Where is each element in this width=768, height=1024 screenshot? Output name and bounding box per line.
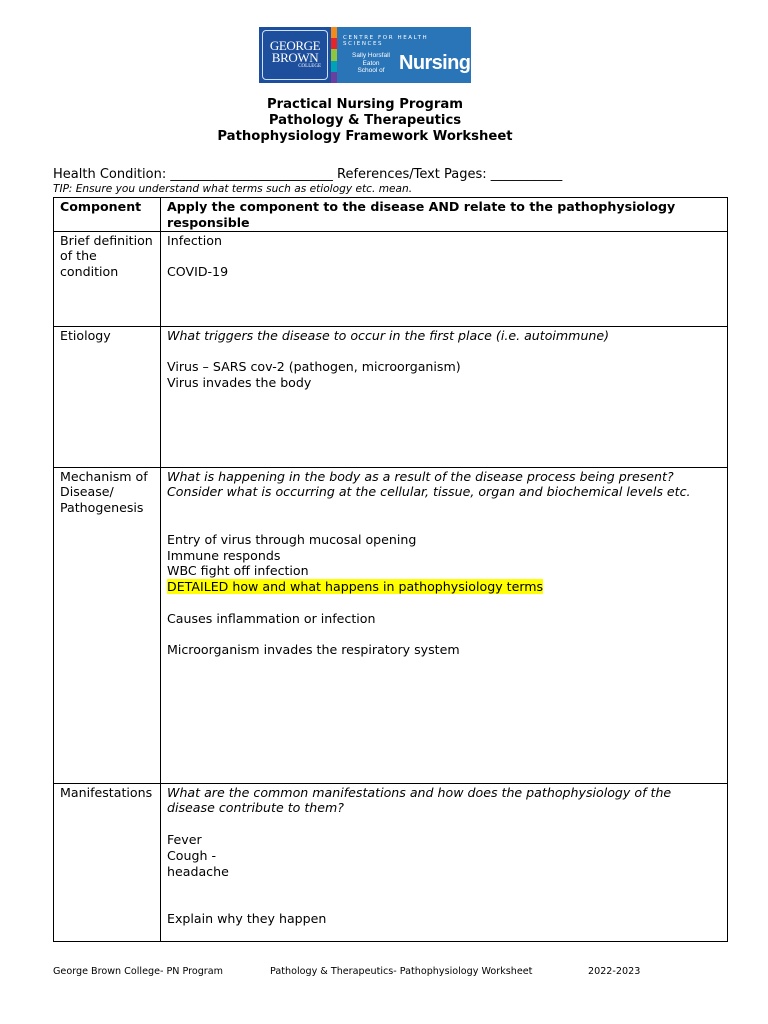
manifestations-prompt: What are the common manifestations and how does the pathophysiology of the disease contribute to them?	[167, 784, 672, 816]
college-logo	[259, 27, 471, 83]
logo-school-text	[343, 52, 399, 74]
answer-etiology	[161, 326, 728, 467]
component-mechanism: Mechanism of Disease/ Pathogenesis	[54, 467, 161, 783]
row-mechanism	[54, 467, 728, 783]
mechanism-line-5: Microorganism invades the respiratory system	[167, 642, 460, 658]
row-etiology	[54, 326, 728, 467]
mechanism-line-2: Immune responds	[167, 547, 281, 563]
logo-college-line1: GEORGE	[269, 37, 321, 53]
etiology-prompt: What triggers the disease to occur in the first place (i.e. autoimmune)	[167, 327, 610, 343]
etiology-line-1: Virus – SARS cov-2 (pathogen, microorganism)	[167, 359, 461, 375]
mechanism-line-4: Causes inflammation or infection	[167, 610, 376, 626]
table-header-row	[54, 198, 728, 232]
document-title	[0, 97, 730, 145]
logo-school-line2: School of	[357, 67, 385, 75]
manifestations-line-1: Fever	[167, 831, 202, 847]
etiology-line-2: Virus invades the body	[167, 374, 312, 390]
tip-text: TIP: Ensure you understand what terms such as etiology etc. mean.	[53, 183, 413, 195]
title-line-3: Pathophysiology Framework Worksheet	[217, 129, 513, 144]
component-manifestations: Manifestations	[54, 783, 161, 941]
footer-center: Pathology & Therapeutics- Pathophysiology Worksheet	[270, 966, 533, 977]
logo-badge	[262, 30, 328, 80]
logo-college-panel	[259, 27, 331, 83]
title-line-2: Pathology & Therapeutics	[268, 113, 462, 128]
logo-school-line1: Sally Horsfall Eaton	[352, 52, 390, 67]
footer-right: 2022-2023	[588, 966, 641, 977]
manifestations-line-2: Cough -	[167, 847, 217, 863]
row-definition	[54, 231, 728, 326]
component-etiology: Etiology	[54, 326, 161, 467]
logo-centre-text: CENTRE FOR HEALTH SCIENCES	[343, 35, 429, 47]
answer-definition	[161, 231, 728, 326]
logo-college-line3: COLLEGE	[298, 64, 321, 70]
row-manifestations	[54, 783, 728, 941]
answer-manifestations	[161, 783, 728, 941]
mechanism-line-1: Entry of virus through mucosal opening	[167, 531, 417, 547]
definition-line-2: COVID-19	[167, 264, 229, 280]
header-component: Component	[54, 198, 161, 232]
header-apply: Apply the component to the disease AND relate to the pathophysiology responsible	[161, 198, 728, 232]
health-condition-references-line: Health Condition: _________________________ References/Text Pages: ___________	[53, 167, 563, 182]
footer-left: George Brown College- PN Program	[53, 966, 223, 977]
logo-school-panel	[337, 27, 471, 83]
worksheet-table	[53, 197, 728, 942]
component-definition: Brief definition of the condition	[54, 231, 161, 326]
logo-nursing-text: Nursing	[399, 52, 471, 74]
answer-mechanism	[161, 467, 728, 783]
mechanism-prompt: What is happening in the body as a result of the disease process being present? Consider what is occurring at the cellular, tissue, organ and biochemical levels etc.	[167, 468, 691, 500]
logo-college-line2: BROWN	[271, 50, 319, 66]
manifestations-line-3: headache	[167, 863, 229, 879]
mechanism-line-3: WBC fight off infection	[167, 563, 309, 579]
manifestations-line-4: Explain why they happen	[167, 910, 327, 926]
definition-line-1: Infection	[167, 232, 222, 248]
mechanism-highlight: DETAILED how and what happens in pathophysiology terms	[167, 579, 544, 595]
title-line-1: Practical Nursing Program	[266, 97, 464, 112]
